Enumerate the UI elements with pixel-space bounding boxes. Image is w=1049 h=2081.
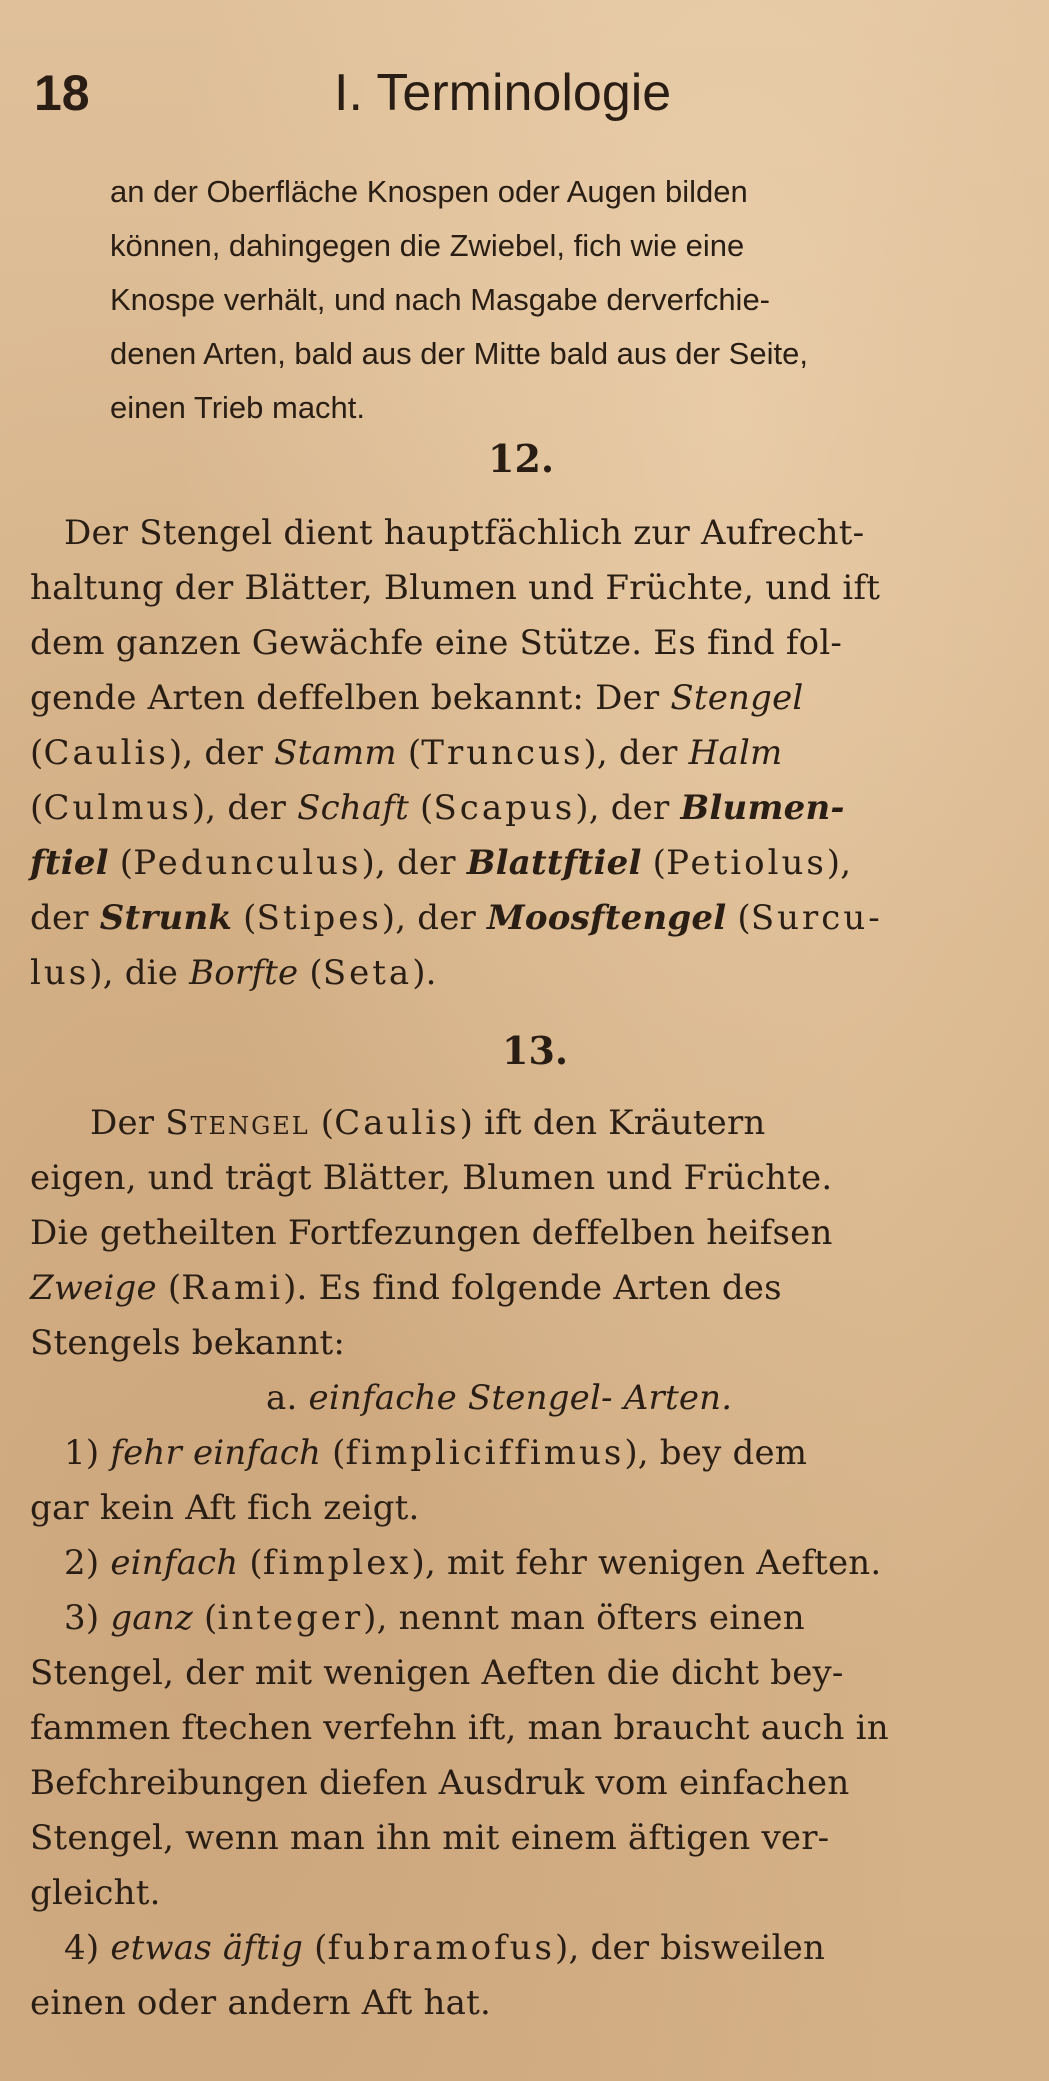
- latin-term: fimpliciffimus: [345, 1433, 625, 1473]
- text-run: ), der: [191, 788, 298, 828]
- term: ganz: [110, 1598, 193, 1638]
- item-3-line-2: Stengel, der mit wenigen Aeften die dicht bey-: [30, 1653, 844, 1693]
- term: einfach: [110, 1543, 239, 1583]
- text-run: 3): [64, 1598, 111, 1638]
- text-run: ) ift den Kräutern: [459, 1103, 766, 1143]
- latin-term: Seta: [322, 953, 413, 993]
- text-run: (: [238, 1543, 263, 1583]
- term: Blumen-: [680, 788, 845, 828]
- sec12-line-9: [30, 953, 437, 993]
- text-run: (: [409, 788, 434, 828]
- text-run: ), der: [575, 788, 681, 828]
- subheading-a: [266, 1378, 733, 1418]
- term: einfache Stengel- Arten.: [308, 1378, 733, 1418]
- text-run: ), bey dem: [624, 1433, 808, 1473]
- intro-line-4: denen Arten, bald aus der Mitte bald aus der Seite,: [110, 336, 808, 371]
- text-run: Der: [90, 1103, 166, 1143]
- latin-term: Surcu-: [750, 898, 883, 938]
- term: Halm: [688, 733, 783, 773]
- term: fehr einfach: [110, 1433, 322, 1473]
- section-number-13: 13.: [502, 1028, 569, 1073]
- term: Strunk: [99, 898, 233, 938]
- intro-line-2: können, dahingegen die Zwiebel, fich wie eine: [110, 228, 745, 263]
- item-3-line-5: Stengel, wenn man ihn mit einem äftigen ver-: [30, 1818, 830, 1858]
- latin-term: integer: [217, 1598, 364, 1638]
- item-1-line-1: [64, 1433, 808, 1473]
- text-run: (: [30, 733, 44, 773]
- term: Blattftiel: [466, 843, 642, 883]
- latin-term: Petiolus: [666, 843, 827, 883]
- text-run: (: [108, 843, 134, 883]
- latin-term: lus: [30, 953, 90, 993]
- item-3-line-4: Befchreibungen diefen Ausdruk vom einfachen: [30, 1763, 850, 1803]
- page-header: [34, 58, 994, 128]
- sec12-line-4: [30, 678, 804, 718]
- latin-term: fimplex: [262, 1543, 412, 1583]
- term: Schaft: [297, 788, 410, 828]
- sec12-line-7: [30, 843, 852, 883]
- text-run: (: [641, 843, 667, 883]
- text-run: (: [309, 1103, 335, 1143]
- term: Borfte: [189, 953, 299, 993]
- sec13-line-3: Die getheilten Fortfezungen deffelben heifsen: [30, 1213, 833, 1253]
- text-run: (: [30, 788, 44, 828]
- text-run: ), nennt man öfters einen: [363, 1598, 805, 1638]
- item-1-line-2: gar kein Aft fich zeigt.: [30, 1488, 420, 1528]
- latin-term: Stipes: [256, 898, 382, 938]
- sec12-line-3: dem ganzen Gewächfe eine Stütze. Es find fol-: [30, 623, 843, 663]
- text-run: ),: [826, 843, 852, 883]
- text-run: ), der: [361, 843, 467, 883]
- intro-line-1: an der Oberfläche Knospen oder Augen bilden: [110, 174, 748, 209]
- text-run: ).: [412, 953, 437, 993]
- text-run: ), der: [381, 898, 488, 938]
- text-run: ), der: [583, 733, 689, 773]
- item-3-line-6: gleicht.: [30, 1873, 161, 1913]
- text-run: (: [396, 733, 422, 773]
- item-4-line-1: [64, 1928, 826, 1968]
- latin-term: Pedunculus: [133, 843, 362, 883]
- text-run: (: [321, 1433, 346, 1473]
- page-number: 18: [34, 65, 90, 121]
- text-run: ), die: [89, 953, 190, 993]
- sec12-line-5: [30, 733, 783, 773]
- text-run: ), der bisweilen: [555, 1928, 826, 1968]
- latin-term: Caulis: [334, 1103, 460, 1143]
- item-2-line-1: [64, 1543, 882, 1583]
- latin-term: Scapus: [433, 788, 576, 828]
- latin-term: Truncus: [421, 733, 584, 773]
- latin-term: Culmus: [43, 788, 192, 828]
- text-run: der: [30, 898, 100, 938]
- intro-line-5: einen Trieb macht.: [110, 390, 366, 425]
- sec12-line-6: [30, 788, 845, 828]
- term: Moosftengel: [487, 898, 727, 938]
- latin-term: Caulis: [43, 733, 169, 773]
- term: ftiel: [30, 843, 109, 883]
- section-number-12: 12.: [488, 436, 555, 481]
- sec12-line-8: [30, 898, 883, 938]
- intro-line-3: Knospe verhält, und nach Masgabe derverfchie-: [110, 282, 771, 317]
- text-run: ). Es find folgende Arten des: [283, 1268, 782, 1308]
- sec12-line-2: haltung der Blätter, Blumen und Früchte, und ift: [30, 568, 881, 608]
- text-run: gende Arten deffelben bekannt: Der: [30, 678, 671, 718]
- text-run: (: [232, 898, 257, 938]
- term-smallcaps: Stengel: [165, 1103, 310, 1143]
- text-run: (: [156, 1268, 182, 1308]
- running-head: I. Terminologie: [334, 64, 672, 122]
- text-run: ), der: [168, 733, 275, 773]
- text-run: (: [298, 953, 323, 993]
- text-run: (: [192, 1598, 218, 1638]
- sec13-line-1: [90, 1103, 766, 1143]
- sec13-line-4: [30, 1268, 782, 1308]
- text-run: 2): [64, 1543, 111, 1583]
- term: Stengel: [670, 678, 804, 718]
- item-3-line-1: [64, 1598, 805, 1638]
- sec12-line-1: Der Stengel dient hauptfächlich zur Aufrecht-: [64, 513, 865, 553]
- text-run: 1): [64, 1433, 111, 1473]
- sec13-line-2: eigen, und trägt Blätter, Blumen und Früchte.: [30, 1158, 833, 1198]
- text-run: a.: [266, 1378, 309, 1418]
- term: Stamm: [274, 733, 397, 773]
- text-run: ), mit fehr wenigen Aeften.: [411, 1543, 882, 1583]
- term: etwas äftig: [110, 1928, 304, 1968]
- text-run: 4): [64, 1928, 111, 1968]
- text-run: (: [303, 1928, 328, 1968]
- latin-term: Rami: [181, 1268, 284, 1308]
- term: Zweige: [30, 1268, 157, 1308]
- item-3-line-3: fammen ftechen verfehn ift, man braucht auch in: [30, 1708, 889, 1748]
- latin-term: fubramofus: [327, 1928, 555, 1968]
- item-4-line-2: einen oder andern Aft hat.: [30, 1983, 491, 2023]
- text-run: (: [726, 898, 751, 938]
- sec13-line-5: Stengels bekannt:: [30, 1323, 346, 1363]
